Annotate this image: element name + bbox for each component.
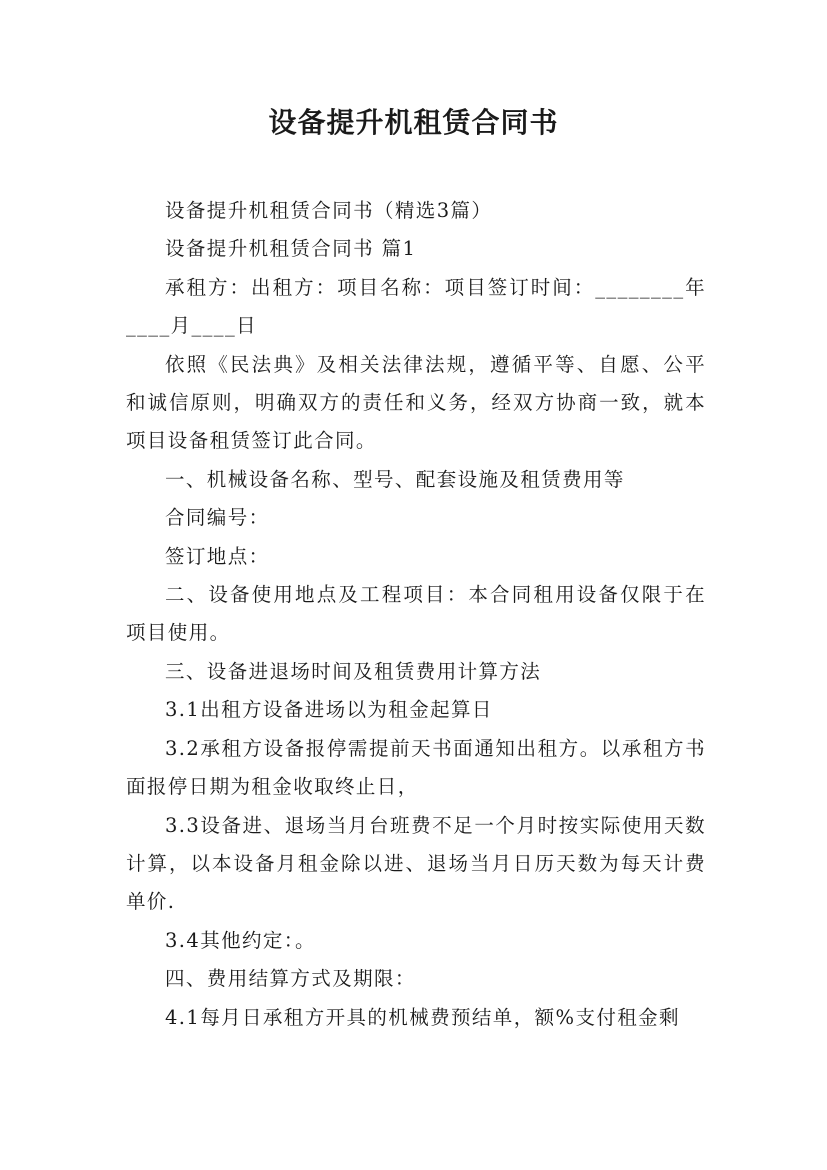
paragraph-clause-2: 二、设备使用地点及工程项目：本合同租用设备仅限于在项目使用。 [126, 583, 706, 645]
paragraph-clause-4: 四、费用结算方式及期限： [165, 967, 416, 991]
paragraph-clause-3: 三、设备进退场时间及租赁费用计算方法 [165, 659, 542, 683]
paragraph-contract-number: 合同编号： [165, 506, 270, 530]
paragraph-clause-3-3: 3.3设备进、退场当月台班费不足一个月时按实际使用天数计算，以本设备月租金除以进、退场当月日历天数为每天计费单价. [126, 813, 706, 914]
paragraph-clause-3-4: 3.4其他约定：。 [165, 928, 316, 952]
document-body [126, 192, 706, 1037]
paragraph-preamble: 依照《民法典》及相关法律法规，遵循平等、自愿、公平和诚信原则，明确双方的责任和义务，经双方协商一致，就本项目设备租赁签订此合同。 [126, 352, 706, 453]
paragraph-signing-place: 签订地点： [165, 544, 270, 568]
paragraph-section-heading: 设备提升机租赁合同书 篇1 [165, 237, 417, 261]
paragraph-parties: 承租方：出租方：项目名称：项目签订时间：________年____月____日 [126, 275, 706, 338]
paragraph-clause-1: 一、机械设备名称、型号、配套设施及租赁费用等 [165, 467, 625, 491]
document-title: 设备提升机租赁合同书 [268, 106, 559, 139]
paragraph-clause-3-1: 3.1出租方设备进场以为租金起算日 [165, 698, 493, 722]
paragraph-subtitle: 设备提升机租赁合同书（精选3篇） [165, 199, 493, 222]
paragraph-clause-4-1: 4.1每月日承租方开具的机械费预结单，额%支付租金剩 [165, 1005, 680, 1029]
paragraph-clause-3-2: 3.2承租方设备报停需提前天书面通知出租方。以承租方书面报停日期为租金收取终止日， [126, 736, 706, 799]
